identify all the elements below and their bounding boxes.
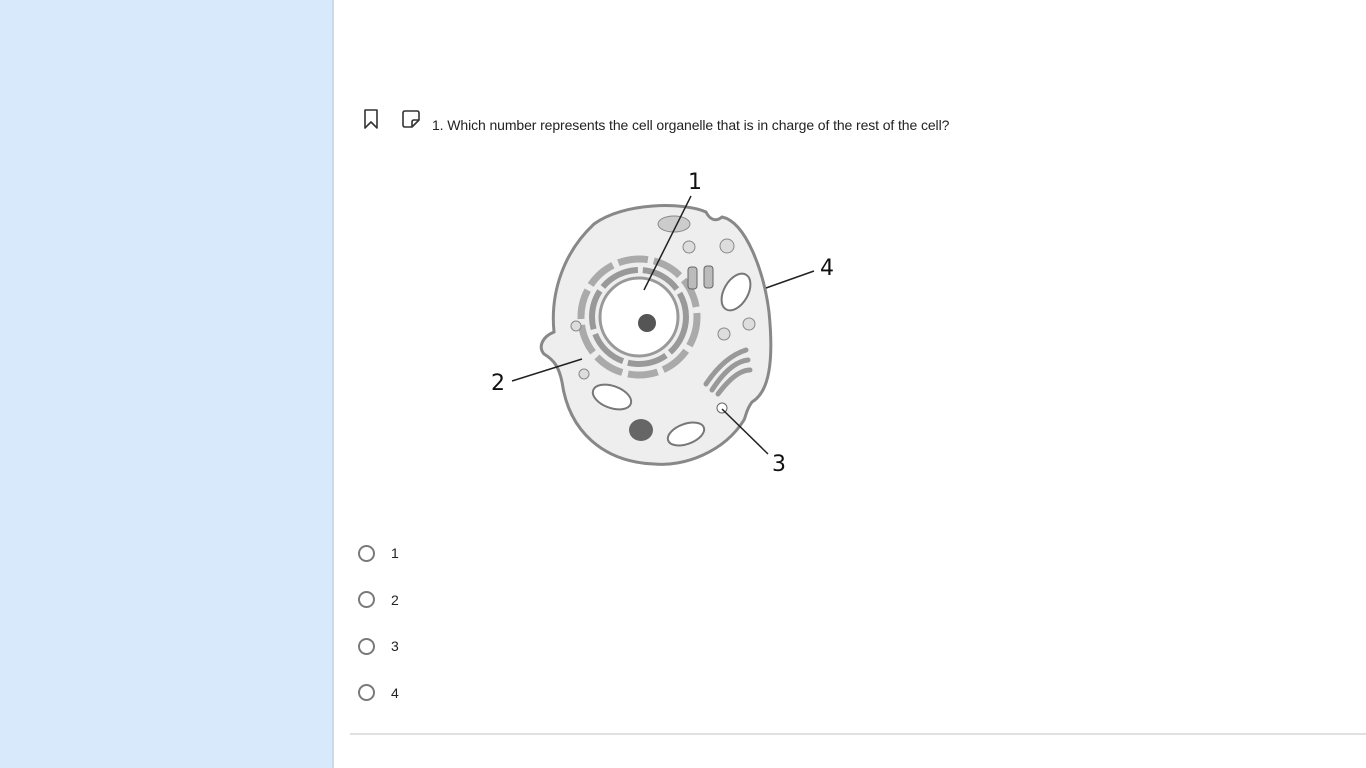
question-text: 1. Which number represents the cell organelle that is in charge of the rest of the cell? — [432, 117, 950, 133]
diagram-label-4: 4 — [820, 256, 834, 281]
divider — [350, 733, 1366, 735]
choice-label: 2 — [391, 591, 399, 608]
choice-label: 3 — [391, 638, 399, 655]
diagram-label-2: 2 — [491, 371, 505, 396]
note-icon[interactable] — [400, 108, 422, 130]
answer-choices — [358, 530, 399, 716]
question-panel — [334, 0, 1366, 768]
radio-button[interactable] — [358, 545, 375, 562]
choice-3[interactable] — [358, 623, 399, 670]
radio-button[interactable] — [358, 638, 375, 655]
left-sidebar — [0, 0, 334, 768]
choice-label: 1 — [391, 545, 399, 562]
radio-button[interactable] — [358, 684, 375, 701]
cell-diagram — [484, 162, 844, 482]
choice-2[interactable] — [358, 577, 399, 624]
choice-4[interactable] — [358, 670, 399, 717]
diagram-label-1: 1 — [688, 170, 702, 195]
choice-label: 4 — [391, 684, 399, 701]
bookmark-icon[interactable] — [360, 108, 382, 130]
question-header — [360, 108, 949, 133]
radio-button[interactable] — [358, 591, 375, 608]
diagram-label-3: 3 — [772, 452, 786, 477]
choice-1[interactable] — [358, 530, 399, 577]
